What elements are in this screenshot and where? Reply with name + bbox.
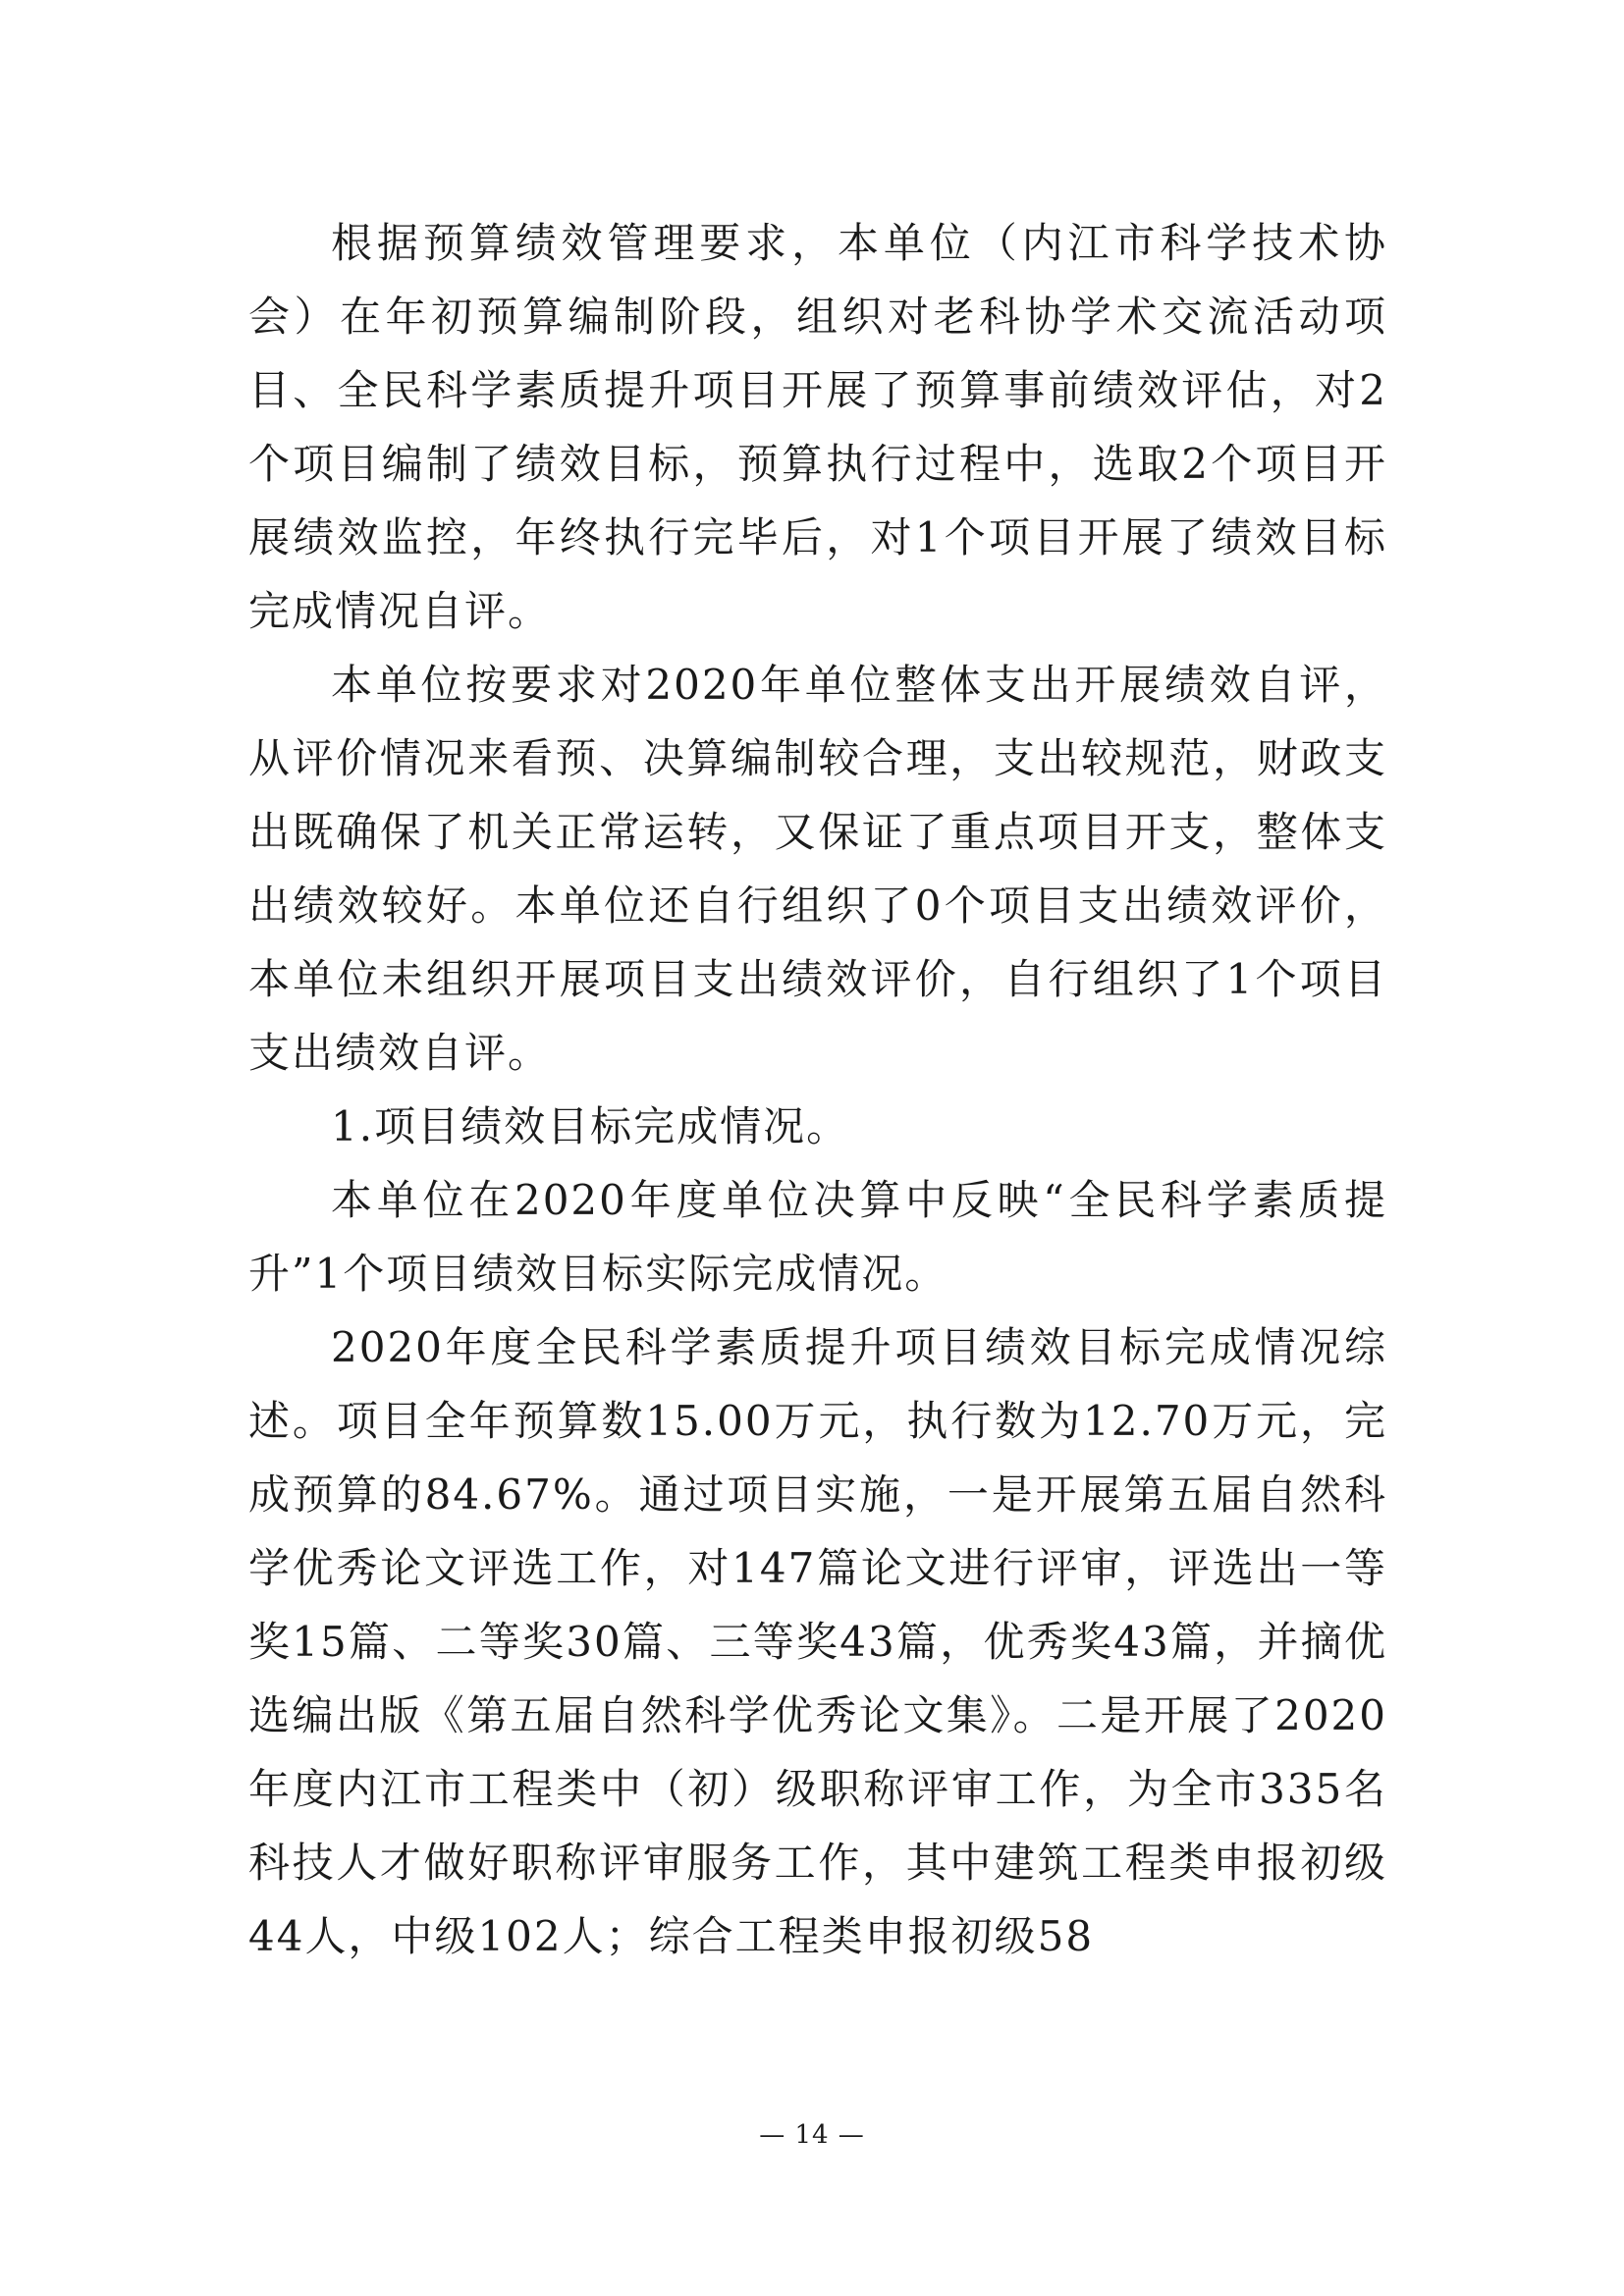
page-number: — 14 — [759, 2120, 865, 2150]
paragraph-budget-evaluation: 根据预算绩效管理要求，本单位（内江市科学技术协会）在年初预算编制阶段，组织对老科协学术交流活动项目、全民科学素质提升项目开展了预算事前绩效评估，对2个项目编制了绩效目标，预算执行过程中，选取2个项目开展绩效监控，年终执行完毕后，对1个项目开展了绩效目标完成情况自评。 [248, 219, 1387, 635]
paragraph-project-summary: 2020年度全民科学素质提升项目绩效目标完成情况综述。项目全年预算数15.00万元，执行数为12.70万元，完成预算的84.67%。通过项目实施，一是开展第五届自然科学优秀论文评选工作，对147篇论文进行评审，评选出一等奖15篇、二等奖30篇、三等奖43篇，优秀奖43篇，并摘优选编出版《第五届自然科学优秀论文集》。二是开展了2020年度内江市工程类中（初）级职称评审工作，为全市335名科技人才做好职称评审服务工作，其中建筑工程类申报初级44人，中级102人；综合工程类申报初级58 [248, 1323, 1387, 1960]
paragraph-overall-self-evaluation: 本单位按要求对2020年单位整体支出开展绩效自评，从评价情况来看预、决算编制较合理，支出较规范，财政支出既确保了机关正常运转，又保证了重点项目开支，整体支出绩效较好。本单位还自行组织了0个项目支出绩效评价，本单位未组织开展项目支出绩效评价，自行组织了1个项目支出绩效自评。 [248, 661, 1387, 1077]
document-page [248, 206, 1387, 1973]
section-heading-project-goals: 1.项目绩效目标完成情况。 [331, 1102, 850, 1150]
paragraph-project-reflection: 本单位在2020年度单位决算中反映“全民科学素质提升”1个项目绩效目标实际完成情况。 [248, 1176, 1387, 1298]
